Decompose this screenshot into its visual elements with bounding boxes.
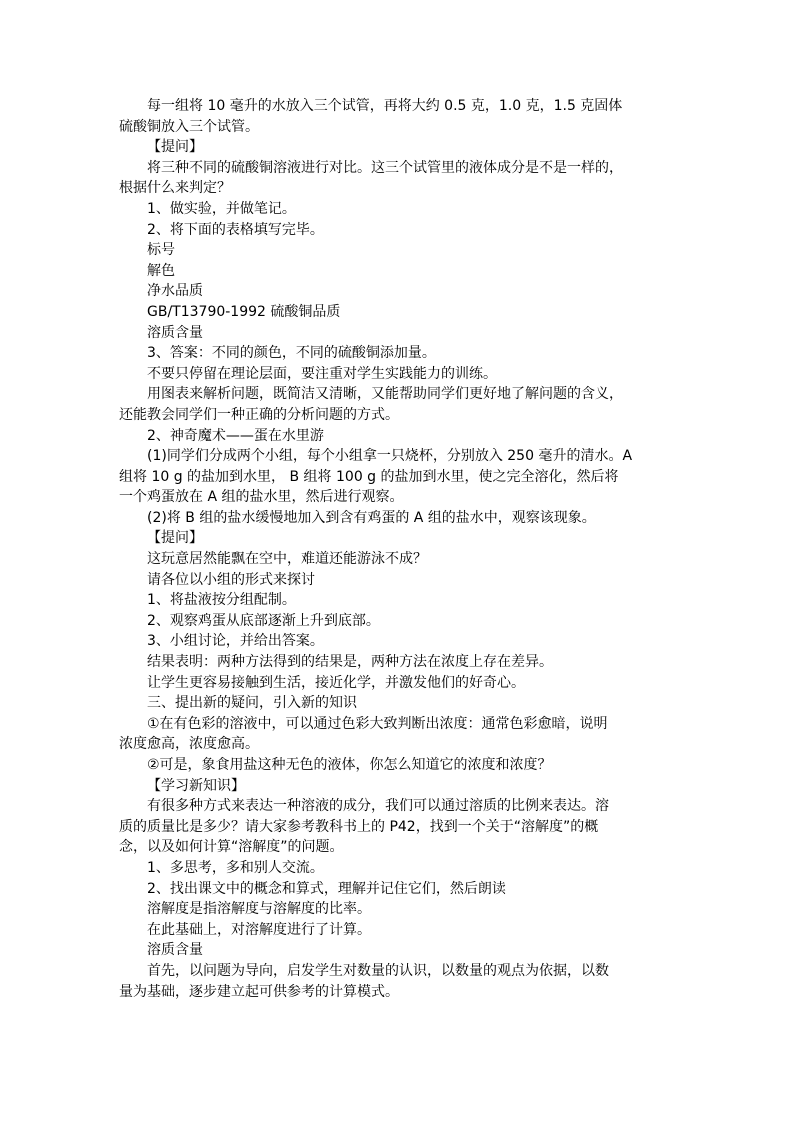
text-line: 【提问】 (147, 530, 203, 547)
text-line: GB/T13790-1992 硫酸铜品质 (147, 303, 341, 320)
text-line: 溶解度是指溶解度与溶解度的比率。 (147, 901, 371, 918)
text-line: 每一组将 10 毫升的水放入三个试管，再将大约 0.5 克，1.0 克，1.5 克固体 (147, 98, 623, 114)
text-line: 让学生更容易接触到生活，接近化学，并激发他们的好奇心。 (147, 674, 525, 691)
text-line: 首先，以问题为导向，启发学生对数量的认识，以数量的观点为依据，以数 (147, 962, 609, 979)
text-line: 将三种不同的硫酸铜溶液进行对比。这三个试管里的液体成分是不是一样的， (147, 159, 623, 176)
text-line: 念，以及如何计算“溶解度”的问题。 (119, 839, 344, 856)
text-line: 硫酸铜放入三个试管。 (119, 118, 259, 135)
text-line: 还能教会同学们一种正确的分析问题的方式。 (119, 406, 399, 423)
text-line: 根据什么来判定？ (119, 180, 231, 197)
text-line: 组将 10 g 的盐加到水里， B 组将 100 g 的盐加到水里，使之完全溶化，然后将 (119, 468, 619, 485)
text-line: ①在有色彩的溶液中，可以通过色彩大致判断出浓度：通常色彩愈暗，说明 (147, 715, 608, 732)
text-line: 标号 (147, 242, 175, 259)
text-line: 1、多思考，多和别人交流。 (147, 859, 324, 876)
text-line: 【学习新知识】 (147, 777, 245, 794)
text-line: 解色 (147, 262, 175, 279)
text-line: 2、将下面的表格填写完毕。 (147, 221, 324, 238)
text-line: 净水品质 (147, 283, 203, 300)
text-line: (1)同学们分成两个小组，每个小组拿一只烧杯，分别放入 250 毫升的清水。A (147, 448, 633, 465)
text-line: 不要只停留在理论层面，要注重对学生实践能力的训练。 (147, 365, 497, 382)
text-line: 1、做实验，并做笔记。 (147, 200, 296, 217)
text-line: 三、提出新的疑问，引入新的知识 (147, 695, 357, 712)
text-line: 这玩意居然能飘在空中，难道还能游泳不成？ (147, 551, 427, 568)
text-line: 质的质量比是多少？请大家参考教科书上的 P42，找到一个关于“溶解度”的概 (119, 818, 599, 835)
text-line: 溶质含量 (147, 942, 203, 959)
text-line: 2、找出课文中的概念和算式，理解并记住它们，然后朗读 (147, 880, 506, 897)
text-line: 3、小组讨论，并给出答案。 (147, 633, 324, 650)
text-line: 在此基础上，对溶解度进行了计算。 (147, 921, 371, 938)
text-line: ②可是，象食用盐这种无色的液体，你怎么知道它的浓度和浓度？ (147, 757, 552, 773)
text-line: 溶质含量 (147, 324, 203, 341)
text-line: 【提问】 (147, 139, 203, 156)
text-line: 2、神奇魔术——蛋在水里游 (147, 427, 324, 444)
text-line: 量为基础，逐步建立起可供参考的计算模式。 (119, 983, 399, 1000)
text-line: 用图表来解析问题，既简洁又清晰，又能帮助同学们更好地了解问题的含义， (147, 386, 623, 403)
text-line: 2、观察鸡蛋从底部逐渐上升到底部。 (147, 612, 380, 629)
text-line: 浓度愈高，浓度愈高。 (119, 736, 259, 753)
text-line: (2)将 B 组的盐水缓慢地加入到含有鸡蛋的 A 组的盐水中，观察该现象。 (147, 509, 596, 526)
text-line: 3、答案：不同的颜色，不同的硫酸铜添加量。 (147, 345, 436, 362)
text-line: 结果表明：两种方法得到的结果是，两种方法在浓度上存在差异。 (147, 654, 553, 671)
text-line: 请各位以小组的形式来探讨 (147, 571, 315, 588)
document-page (119, 96, 699, 1002)
text-line: 1、将盐液按分组配制。 (147, 592, 296, 609)
text-line: 一个鸡蛋放在 A 组的盐水里，然后进行观察。 (119, 489, 404, 506)
text-line: 有很多种方式来表达一种溶液的成分，我们可以通过溶质的比例来表达。溶 (147, 798, 609, 815)
